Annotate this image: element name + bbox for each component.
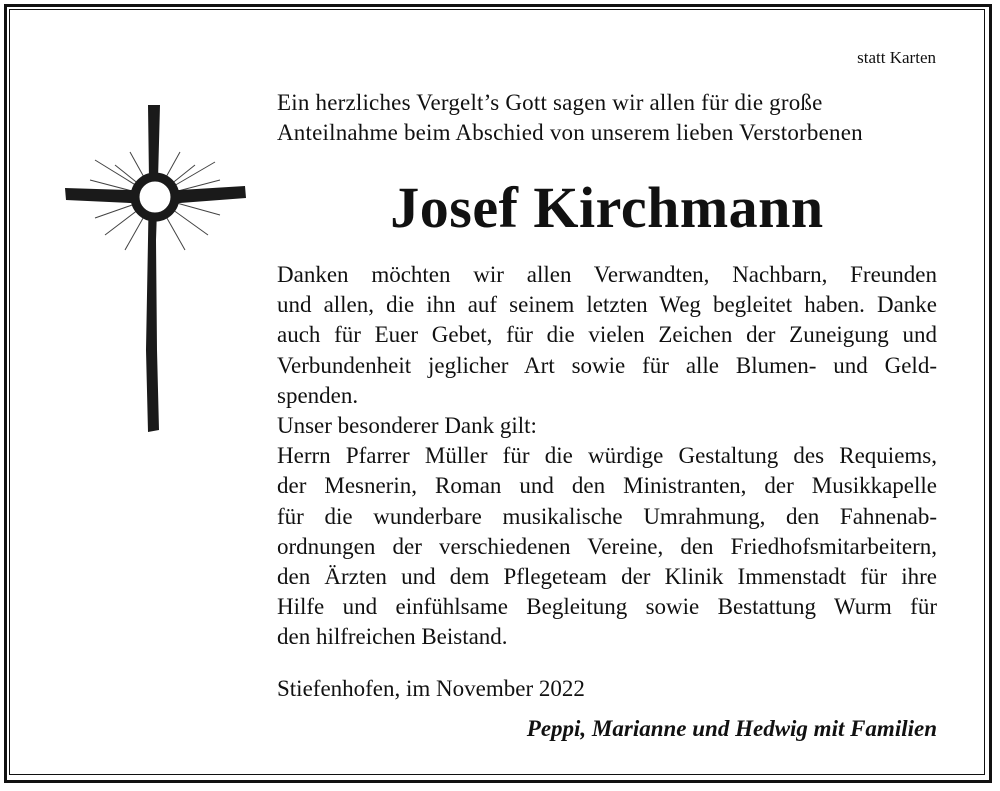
special-line: den hilfreichen Beistand. — [277, 624, 508, 650]
special-line: ordnungen der verschiedenen Vereine, den Friedhofsmitarbeitern, — [277, 533, 937, 559]
place-date: Stiefenhofen, im November 2022 — [277, 676, 585, 701]
special-line: Herrn Pfarrer Müller für die würdige Gestaltung des Requiems, — [277, 443, 937, 469]
special-line: Hilfe und einfühlsame Begleitung sowie Bestattung Wurm für — [277, 594, 937, 620]
special-heading: Unser besonderer Dank gilt: — [277, 413, 537, 439]
thanks-line: Verbundenheit jeglicher Art sowie für alle Blumen- und Geld- — [277, 352, 937, 378]
special-line: den Ärzten und dem Pflegeteam der Klinik Immenstadt für ihre — [277, 564, 937, 590]
thanks-body — [277, 260, 937, 653]
statt-karten-note: statt Karten — [857, 48, 936, 67]
signature: Peppi, Marianne und Hedwig mit Familien — [526, 716, 937, 741]
cross-with-sunburst-icon — [60, 100, 250, 440]
thanks-line: auch für Euer Gebet, für die vielen Zeichen der Zuneigung und — [277, 322, 937, 348]
intro-line: Anteilnahme beim Abschied von unserem lieben Verstorbenen — [277, 120, 863, 145]
thanks-line: spenden. — [277, 382, 359, 408]
special-line: der Mesnerin, Roman und den Ministranten, der Musikkapelle — [277, 473, 937, 499]
intro-text — [277, 88, 957, 148]
thanks-line: Danken möchten wir allen Verwandten, Nachbarn, Freunden — [277, 262, 937, 287]
special-line: für die wunderbare musikalische Umrahmung, den Fahnenab- — [277, 503, 937, 529]
thanks-line: und allen, die ihn auf seinem letzten Weg begleitet haben. Danke — [277, 292, 937, 318]
deceased-name: Josef Kirchmann — [390, 175, 824, 240]
intro-line: Ein herzliches Vergelt’s Gott sagen wir allen für die große — [277, 90, 823, 115]
